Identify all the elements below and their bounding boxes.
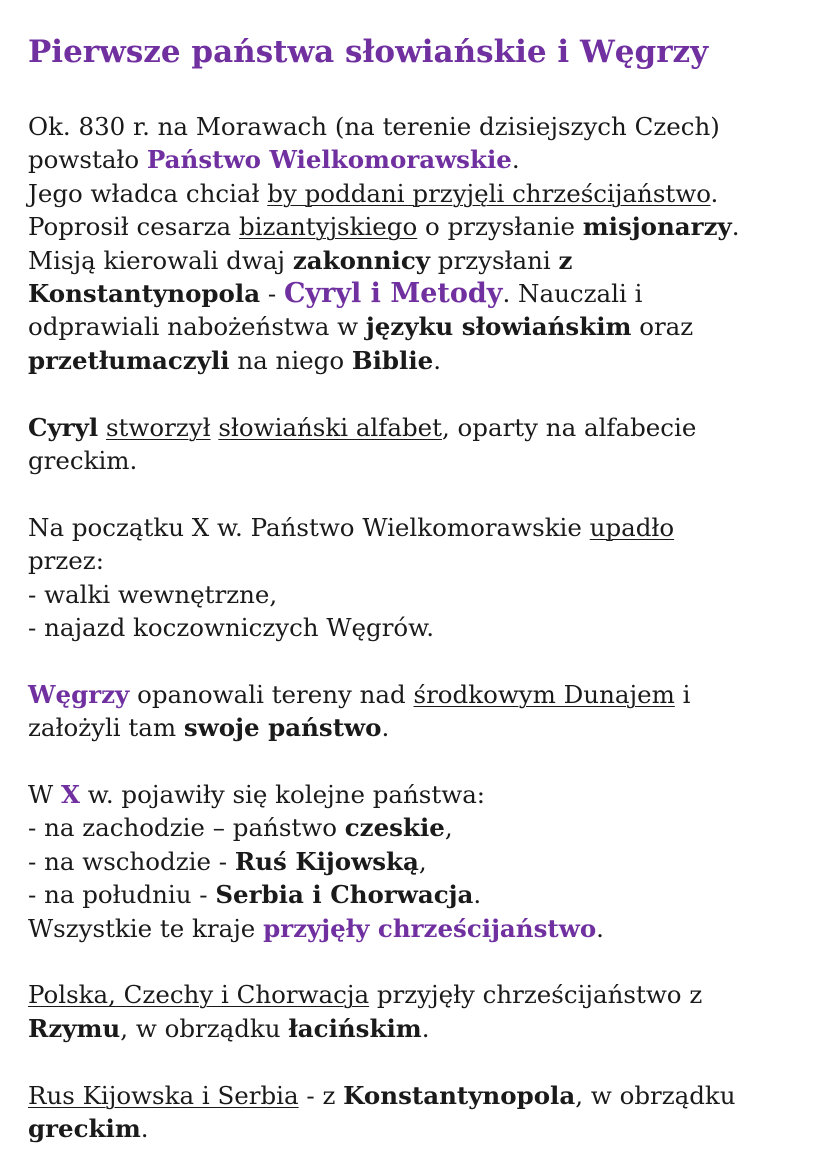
- underlined-phrase: słowiański alfabet: [218, 412, 442, 442]
- bold-phrase: łacińskim: [288, 1013, 422, 1043]
- text-line: Wszystkie te kraje przyjęły chrześcijaństwo.: [28, 913, 604, 943]
- bold-phrase: Cyryl: [28, 412, 99, 442]
- bold-phrase: misjonarzy: [582, 212, 732, 242]
- list-item: - na południu - Serbia i Chorwacja.: [28, 880, 482, 910]
- text-line: Rzymu, w obrządku łacińskim.: [28, 1013, 430, 1043]
- text-line: powstało Państwo Wielkomorawskie.: [28, 145, 520, 175]
- list-item: - walki wewnętrzne,: [28, 579, 278, 609]
- bold-phrase: Konstantynopola: [343, 1080, 576, 1110]
- text-line: odprawiali nabożeństwa w języku słowiańskim oraz: [28, 312, 694, 342]
- paragraph-greek-rite: [28, 1079, 808, 1146]
- text-line: Jego władca chciał by poddani przyjęli chrześcijaństwo.: [28, 178, 719, 208]
- underlined-phrase: Rus Kijowska i Serbia: [28, 1080, 299, 1110]
- text-line: Polska, Czechy i Chorwacja przyjęły chrześcijaństwo z: [28, 980, 703, 1010]
- bold-phrase: Serbia i Chorwacja: [215, 880, 474, 910]
- text-line: Cyryl stworzył słowiański alfabet, oparty na alfabecie: [28, 412, 697, 442]
- highlight-century: X: [60, 780, 80, 810]
- list-item: - na wschodzie - Ruś Kijowską,: [28, 846, 427, 876]
- text-line: Węgrzy opanowali tereny nad środkowym Dunajem i: [28, 679, 691, 709]
- paragraph-alphabet: [28, 411, 808, 478]
- bold-phrase: czeskie: [344, 813, 445, 843]
- text-line: Misją kierowali dwaj zakonnicy przysłani z: [28, 245, 573, 275]
- highlight-hungarians: Węgrzy: [28, 679, 130, 709]
- text-line: Ok. 830 r. na Morawach (na terenie dzisiejszych Czech): [28, 112, 720, 141]
- list-item: - na zachodzie – państwo czeskie,: [28, 813, 453, 843]
- paragraph-latin-rite: [28, 978, 808, 1045]
- bold-phrase: z: [558, 245, 573, 275]
- text-line: W X w. pojawiły się kolejne państwa:: [28, 780, 486, 810]
- underlined-phrase: stworzył: [105, 412, 211, 442]
- text-line: greckim.: [28, 1114, 149, 1144]
- underlined-phrase: upadło: [589, 512, 675, 542]
- bold-phrase: języku słowiańskim: [365, 312, 632, 342]
- underlined-phrase: by poddani przyjęli chrześcijaństwo: [267, 178, 711, 208]
- text-line: Rus Kijowska i Serbia - z Konstantynopola, w obrządku: [28, 1080, 736, 1110]
- bold-phrase: swoje państwo: [183, 713, 382, 743]
- bold-phrase: przetłumaczyli: [28, 345, 230, 375]
- text-line: Poprosił cesarza bizantyjskiego o przysłanie misjonarzy.: [28, 212, 740, 242]
- highlight-cyril-methodius: Cyryl i Metody: [283, 278, 503, 310]
- text-line: Konstantynopola - Cyryl i Metody. Nauczali i: [28, 278, 643, 310]
- bold-phrase: Rzymu: [28, 1013, 121, 1043]
- paragraph-great-moravia: [28, 110, 808, 377]
- bold-phrase: Biblie: [351, 345, 434, 375]
- underlined-phrase: środkowym Dunajem: [413, 679, 675, 709]
- highlight-great-moravia: Państwo Wielkomorawskie: [146, 145, 512, 175]
- underlined-phrase: Polska, Czechy i Chorwacja: [28, 980, 370, 1010]
- bold-phrase: Konstantynopola: [28, 279, 261, 309]
- text-line: Na początku X w. Państwo Wielkomorawskie upadło: [28, 512, 675, 542]
- paragraph-new-states: [28, 778, 808, 945]
- underlined-phrase: bizantyjskiego: [238, 212, 418, 242]
- text-line: założyli tam swoje państwo.: [28, 713, 390, 743]
- text-line: przez:: [28, 546, 104, 576]
- text-line: greckim.: [28, 446, 138, 476]
- list-item: - najazd koczowniczych Węgrów.: [28, 613, 435, 643]
- text-line: przetłumaczyli na niego Biblie.: [28, 345, 442, 375]
- bold-phrase: zakonnicy: [292, 245, 431, 275]
- paragraph-hungary: [28, 678, 808, 745]
- paragraph-fall: [28, 511, 808, 645]
- page-title: Pierwsze państwa słowiańskie i Węgrzy: [28, 34, 709, 70]
- bold-phrase: greckim: [28, 1114, 141, 1144]
- highlight-christianity: przyjęły chrześcijaństwo: [263, 913, 597, 943]
- bold-phrase: Ruś Kijowską: [234, 846, 419, 876]
